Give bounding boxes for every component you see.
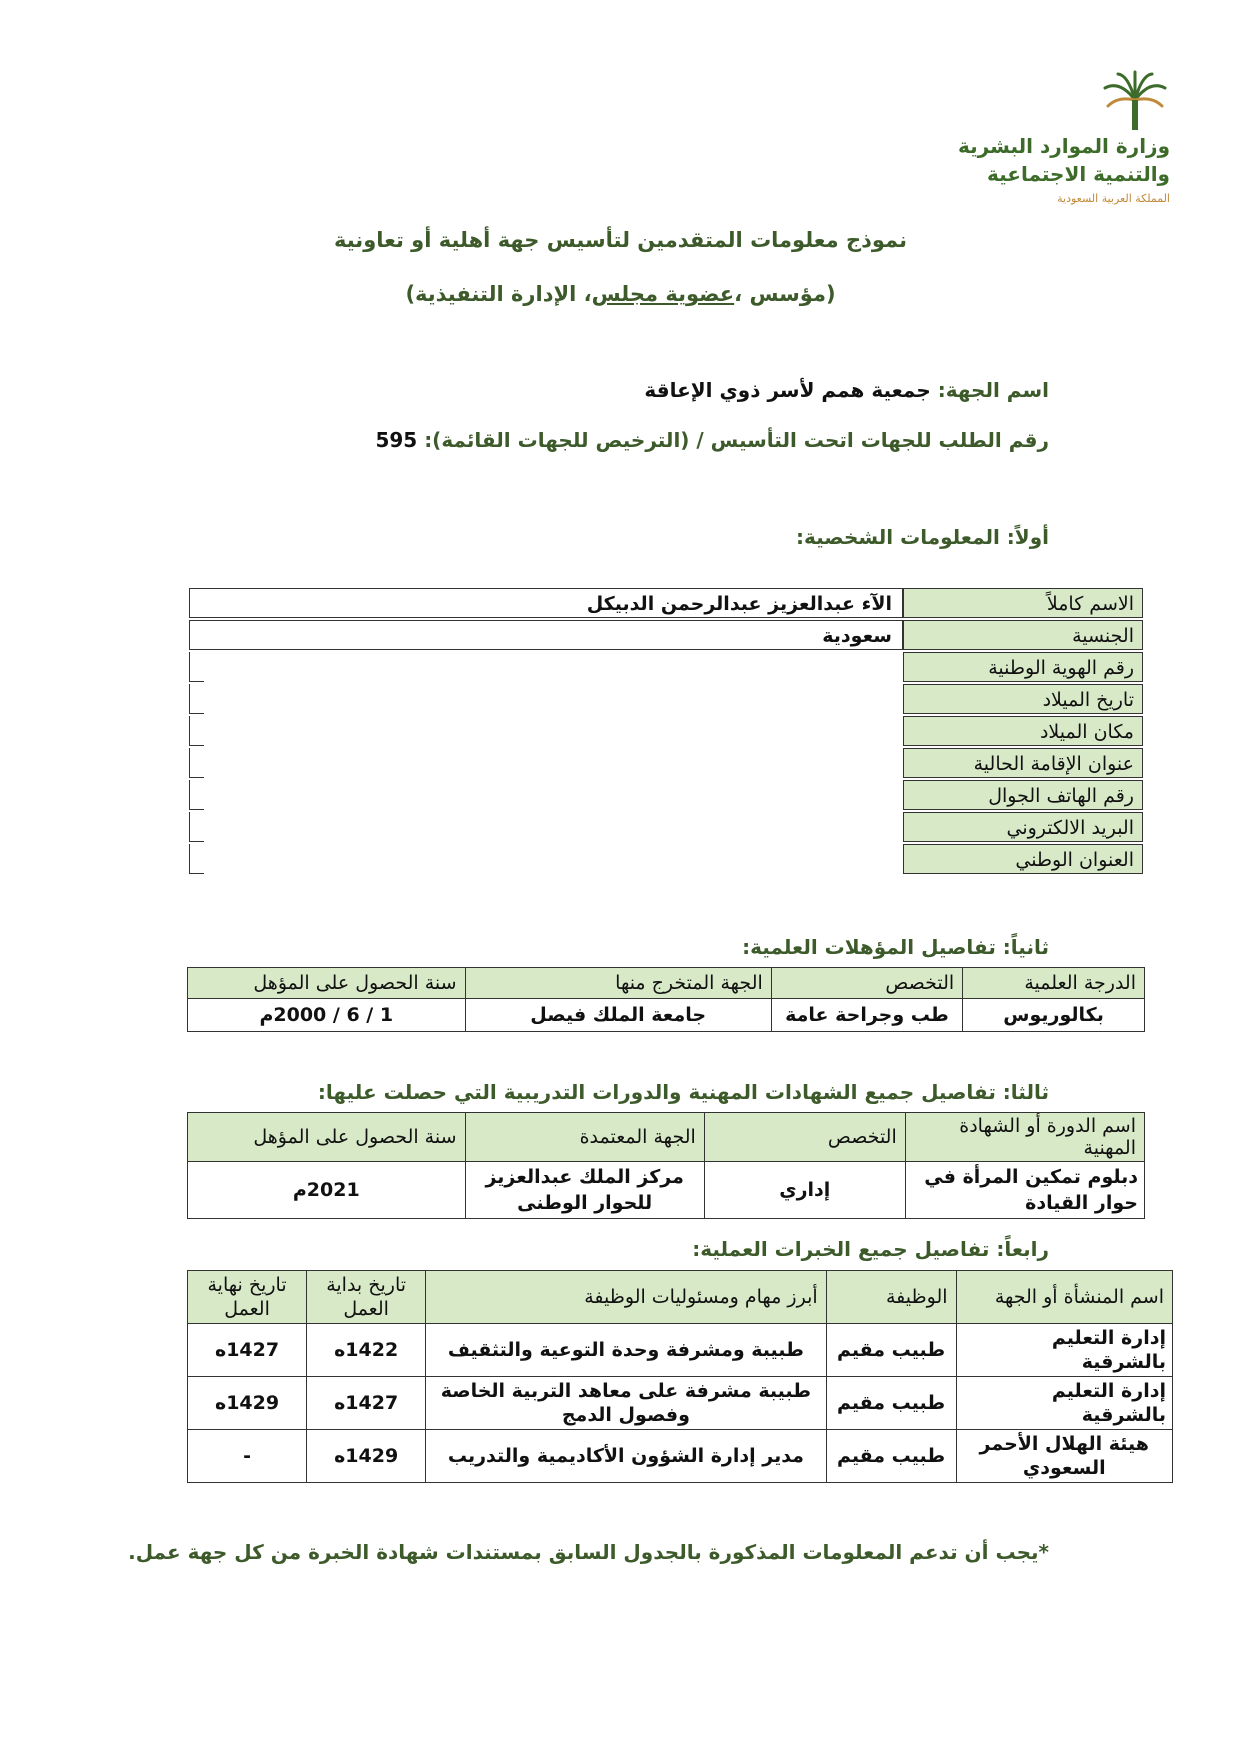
table-cell: 1429ه [307,1430,426,1483]
personal-row-value [189,652,903,682]
personal-row [189,716,1143,748]
table-cell: مركز الملك عبدالعزيز للحوار الوطنى [465,1162,704,1219]
table-header-cell: التخصص [704,1113,905,1162]
personal-row-label: رقم الهاتف الجوال [903,780,1143,810]
table-cell: بكالوريوس [963,999,1145,1032]
entity-name-label: اسم الجهة: [937,378,1049,402]
request-number-label: رقم الطلب للجهات اتحت التأسيس / (الترخيص للجهات القائمة): [424,428,1049,452]
table-cell: طبيب مقيم [826,1430,956,1483]
table-header-cell: اسم الدورة أو الشهادة المهنية [905,1113,1144,1162]
table-header-cell: الوظيفة [826,1271,956,1324]
palm-tree-icon [1100,70,1170,132]
table-header-cell: سنة الحصول على المؤهل [188,968,466,999]
request-number-line [375,428,1049,452]
personal-row-label: عنوان الإقامة الحالية [903,748,1143,778]
table-row [188,999,1145,1032]
section-qualifications-heading: ثانياً: تفاصيل المؤهلات العلمية: [742,935,1049,959]
personal-row-label: العنوان الوطني [903,844,1143,874]
logo-line-3: المملكة العربية السعودية [1057,192,1170,205]
personal-row [189,652,1143,684]
personal-row-value [189,684,903,714]
table-cell: 2021م [188,1162,466,1219]
table-row [188,1377,1173,1430]
section-personal-heading: أولاً: المعلومات الشخصية: [796,525,1049,549]
personal-row-value [189,748,903,778]
personal-row [189,684,1143,716]
table-cell: هيئة الهلال الأحمر السعودي [956,1430,1172,1483]
entity-name-value: جمعية همم لأسر ذوي الإعاقة [644,378,931,402]
table-cell: 1427ه [307,1377,426,1430]
subtitle-part-1: (مؤسس ، [734,282,836,306]
table-cell: - [188,1430,307,1483]
section-certificates-heading: ثالثا: تفاصيل جميع الشهادات المهنية والدورات التدريبية التي حصلت عليها: [317,1080,1049,1104]
subtitle-part-3: ، الإدارة التنفيذية) [405,282,592,306]
entity-name-line [644,378,1049,402]
personal-row-label: مكان الميلاد [903,716,1143,746]
section-experience-heading: رابعاً: تفاصيل جميع الخبرات العملية: [692,1237,1049,1261]
table-header-cell: أبرز مهام ومسئوليات الوظيفة [426,1271,826,1324]
table-header-cell: الجهة المتخرج منها [465,968,771,999]
personal-row [189,588,1143,620]
personal-row-label: الاسم كاملاً [903,588,1143,618]
table-cell: طب وجراحة عامة [771,999,962,1032]
table-row [188,1162,1145,1219]
table-header-cell: التخصص [771,968,962,999]
table-cell: 1429ه [188,1377,307,1430]
table-header-row [188,968,1145,999]
table-row [188,1430,1173,1483]
logo-line-1: وزارة الموارد البشرية [958,134,1170,158]
personal-row-value [189,812,903,842]
personal-row-label: رقم الهوية الوطنية [903,652,1143,682]
table-header-row [188,1113,1145,1162]
table-cell: إدارة التعليم بالشرقية [956,1324,1172,1377]
table-cell: 1422ه [307,1324,426,1377]
table-cell: طبيب مقيم [826,1377,956,1430]
table-cell: مدير إدارة الشؤون الأكاديمية والتدريب [426,1430,826,1483]
experience-table [187,1270,1173,1483]
table-cell: طبيب مقيم [826,1324,956,1377]
request-number-value: 595 [375,428,418,452]
personal-row-value: سعودية [189,620,903,650]
footer-note: *يجب أن تدعم المعلومات المذكورة بالجدول السابق بمستندات شهادة الخبرة من كل جهة عمل. [128,1540,1049,1564]
table-cell: إداري [704,1162,905,1219]
personal-info-table [189,588,1143,876]
certificates-table [187,1112,1145,1219]
table-cell: جامعة الملك فيصل [465,999,771,1032]
table-header-cell: سنة الحصول على المؤهل [188,1113,466,1162]
table-cell: 1427ه [188,1324,307,1377]
table-header-row [188,1271,1173,1324]
personal-row-label: البريد الالكتروني [903,812,1143,842]
ministry-logo [958,70,1170,205]
personal-row [189,780,1143,812]
personal-row [189,748,1143,780]
personal-row-label: تاريخ الميلاد [903,684,1143,714]
subtitle-part-2: عضوية مجلس [591,282,735,306]
table-header-cell: الدرجة العلمية [963,968,1145,999]
personal-row-value: الآء عبدالعزيز عبدالرحمن الدبيكل [189,588,903,618]
table-header-cell: تاريخ بداية العمل [307,1271,426,1324]
personal-row [189,812,1143,844]
qualifications-table [187,967,1145,1032]
table-cell: دبلوم تمكين المرأة في حوار القيادة [905,1162,1144,1219]
personal-row [189,620,1143,652]
personal-row-label: الجنسية [903,620,1143,650]
form-subtitle [0,282,1241,306]
logo-line-2: والتنمية الاجتماعية [987,162,1170,186]
table-cell: إدارة التعليم بالشرقية [956,1377,1172,1430]
table-row [188,1324,1173,1377]
personal-row [189,844,1143,876]
personal-row-value [189,844,903,874]
table-cell: طبيبة ومشرفة وحدة التوعية والتثقيف [426,1324,826,1377]
form-title: نموذج معلومات المتقدمين لتأسيس جهة أهلية أو تعاونية [334,228,907,252]
table-cell: طبيبة مشرفة على معاهد التربية الخاصة وفصول الدمج [426,1377,826,1430]
table-header-cell: اسم المنشأة أو الجهة [956,1271,1172,1324]
table-cell: 1 / 6 / 2000م [188,999,466,1032]
table-header-cell: تاريخ نهاية العمل [188,1271,307,1324]
personal-row-value [189,716,903,746]
personal-row-value [189,780,903,810]
table-header-cell: الجهة المعتمدة [465,1113,704,1162]
